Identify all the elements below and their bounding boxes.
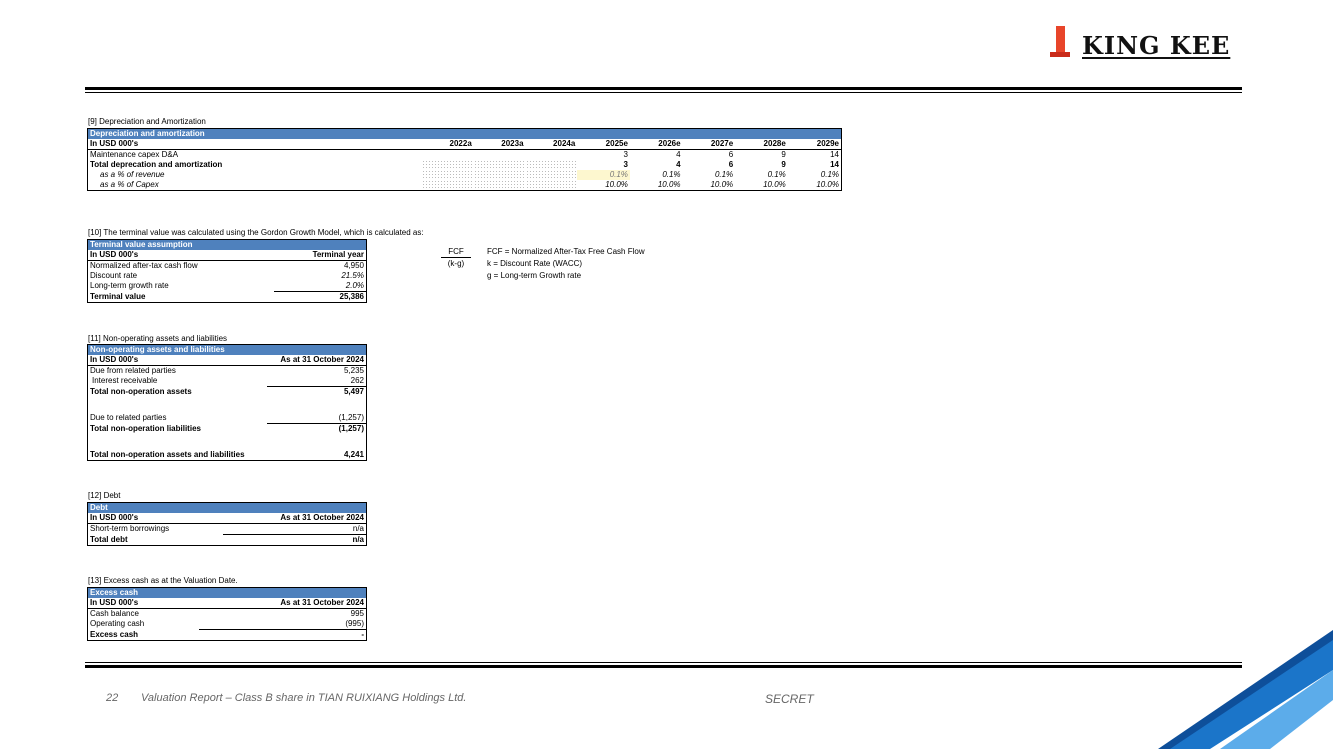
tv-header-col: Terminal year (274, 250, 367, 261)
cell: 0.1% (662, 170, 681, 179)
cell: 0.1% (577, 170, 630, 180)
logo-mark-icon (1050, 26, 1074, 60)
tv-header-label: In USD 000's (88, 250, 274, 261)
cell: 10.0% (816, 180, 839, 189)
row-label: Total non-operation assets (90, 386, 192, 396)
cell: n/a (352, 535, 364, 544)
cell (526, 160, 578, 170)
table-row (88, 292, 367, 303)
table-row (88, 630, 367, 641)
formula-legend-k: k = Discount Rate (WACC) (487, 259, 583, 268)
cell: 0.1% (714, 170, 734, 179)
top-rule (85, 87, 1242, 90)
cell (474, 150, 526, 161)
cash-header-col: As at 31 October 2024 (199, 598, 366, 609)
da-year: 2024a (526, 139, 578, 150)
cell: (1,257) (267, 413, 366, 424)
cell: (1,257) (338, 424, 364, 433)
row-label: Interest receivable (92, 376, 158, 386)
da-table (87, 128, 842, 191)
table-row (88, 619, 367, 630)
row-label: Terminal value (90, 291, 146, 301)
row-label: Due from related parties (90, 366, 176, 375)
corner-decoration (1150, 630, 1333, 749)
nonop-header-col: As at 31 October 2024 (267, 355, 366, 366)
terminal-value-table (87, 239, 367, 303)
table-row (88, 413, 367, 424)
cash-table-title: Excess cash (88, 588, 367, 599)
nonop-header-label: In USD 000's (88, 355, 268, 366)
da-year: 2026e (630, 139, 683, 150)
table-row (88, 261, 367, 272)
cell: 4,241 (343, 450, 364, 459)
formula-numerator: FCF (441, 247, 471, 258)
table-row (88, 535, 367, 546)
debt-header-col: As at 31 October 2024 (223, 513, 366, 524)
cell: 5,497 (343, 387, 364, 396)
row-label: Cash balance (90, 609, 139, 618)
table-row (88, 524, 367, 535)
cell: 9 (781, 150, 786, 159)
row-label: as a % of revenue (100, 170, 165, 179)
cell: 3 (623, 160, 628, 169)
table-row (88, 150, 842, 161)
row-label: Due to related parties (90, 413, 167, 423)
table-row (88, 180, 842, 191)
row-label: Operating cash (90, 619, 145, 629)
nonop-table-title: Non-operating assets and liabilities (88, 345, 367, 356)
formula-legend-fcf: FCF = Normalized After-Tax Free Cash Flow (487, 247, 645, 256)
da-header-label: In USD 000's (88, 139, 423, 150)
sec12-caption: [12] Debt (88, 491, 121, 500)
cell: 4,950 (343, 261, 364, 270)
bottom-rule-thin (85, 662, 1242, 663)
footer-title: Valuation Report – Class B share in TIAN RUIXIANG Holdings Ltd. (141, 692, 467, 704)
cell: 262 (267, 376, 366, 387)
cell: 14 (830, 160, 839, 169)
cell: 0.1% (767, 170, 786, 179)
cell (422, 150, 474, 161)
table-row (88, 160, 842, 170)
table-row (88, 366, 367, 377)
da-year: 2025e (577, 139, 630, 150)
da-table-title: Depreciation and amortization (88, 129, 842, 140)
table-row (88, 424, 367, 435)
row-label: Maintenance capex D&A (90, 150, 179, 159)
cell (422, 180, 474, 191)
bottom-rule (85, 665, 1242, 668)
cell: 4 (676, 160, 681, 169)
cell: 25,386 (339, 292, 364, 301)
table-row (88, 281, 367, 292)
cell: 2.0% (274, 281, 367, 292)
cell (422, 170, 474, 180)
debt-table (87, 502, 367, 546)
cell: 4 (676, 150, 681, 159)
formula-legend-g: g = Long-term Growth rate (487, 271, 582, 280)
cell: 0.1% (820, 170, 839, 179)
cell: 995 (350, 609, 364, 618)
cell (526, 170, 578, 180)
cell: 9 (781, 160, 786, 169)
da-year: 2029e (788, 139, 842, 150)
row-label: Short-term borrowings (90, 524, 170, 534)
sec10-caption: [10] The terminal value was calculated using the Gordon Growth Model, which is calculated as: (88, 228, 424, 237)
da-year: 2027e (683, 139, 736, 150)
page-number: 22 (106, 692, 119, 704)
table-row (88, 450, 367, 461)
cell: - (361, 630, 364, 639)
table-row (88, 376, 367, 387)
table-row (88, 387, 367, 398)
cell: 10.0% (657, 180, 681, 189)
tv-table-title: Terminal value assumption (88, 240, 367, 251)
row-label: Long-term growth rate (90, 281, 169, 291)
sec13-caption: [13] Excess cash as at the Valuation Date. (88, 576, 238, 585)
da-year: 2023a (474, 139, 526, 150)
row-label: Total non-operation assets and liabilities (90, 450, 245, 459)
cell: 10.0% (763, 180, 786, 189)
row-label: Excess cash (90, 629, 139, 639)
sec11-caption: [11] Non-operating assets and liabilities (88, 334, 228, 343)
brand-logo (1050, 24, 1230, 60)
cell: 10.0% (710, 180, 734, 189)
cell: 3 (623, 150, 628, 159)
cell (474, 180, 526, 191)
cell (474, 160, 526, 170)
table-row (88, 170, 842, 180)
cell: 10.0% (605, 180, 628, 189)
cell (422, 160, 474, 170)
classification-label: SECRET (765, 692, 814, 706)
cell (526, 180, 578, 191)
sec9-caption: [9] Depreciation and Amortization (88, 117, 206, 126)
excess-cash-table (87, 587, 367, 641)
da-year: 2028e (735, 139, 788, 150)
row-label: as a % of Capex (100, 180, 159, 189)
row-label: Discount rate (90, 271, 138, 280)
cell: 14 (830, 150, 839, 159)
table-row (88, 609, 367, 620)
non-operating-table (87, 344, 367, 461)
cell: 6 (728, 160, 734, 169)
brand-name: KING KEE (1082, 31, 1231, 60)
row-label: Total non-operation liabilities (90, 423, 201, 433)
formula-denominator: (k-g) (447, 259, 465, 268)
cell: 5,235 (343, 366, 364, 375)
table-row (88, 271, 367, 281)
cell: 21.5% (341, 271, 364, 280)
top-rule-thin (85, 92, 1242, 93)
cell: (995) (199, 619, 366, 630)
row-label: Total deprecation and amortization (90, 160, 223, 169)
row-label: Normalized after-tax cash flow (90, 261, 198, 270)
cell (474, 170, 526, 180)
cell: n/a (223, 524, 366, 535)
debt-table-title: Debt (88, 503, 367, 514)
debt-header-label: In USD 000's (88, 513, 224, 524)
da-year: 2022a (422, 139, 474, 150)
cell: 6 (728, 150, 734, 159)
row-label: Total debt (90, 534, 128, 544)
cell (526, 150, 578, 161)
cash-header-label: In USD 000's (88, 598, 200, 609)
